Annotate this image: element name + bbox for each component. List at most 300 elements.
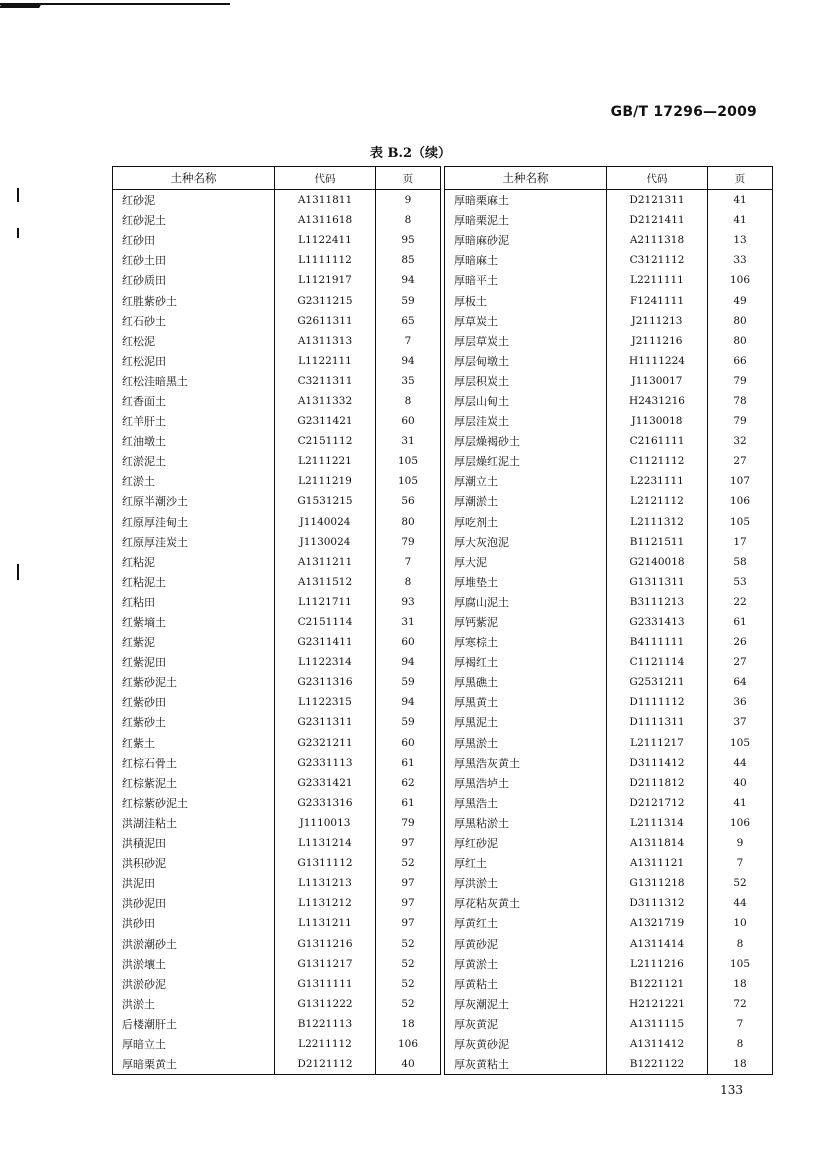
soil-code-cell: A1321719 bbox=[607, 913, 708, 933]
page-ref-cell: 97 bbox=[401, 917, 415, 930]
soil-name-cell: 厚黄粘土 bbox=[445, 974, 607, 994]
soil-code-cell: L1121917 bbox=[275, 270, 376, 290]
soil-code-cell: G2321211 bbox=[275, 733, 376, 753]
column-header-page: 页 bbox=[376, 167, 441, 190]
soil-code-cell: L1131212 bbox=[275, 893, 376, 913]
table-header-row bbox=[445, 167, 773, 190]
soil-name-cell: 厚黄砂泥 bbox=[445, 933, 607, 953]
soil-name-cell: 红胜紫砂土 bbox=[113, 290, 275, 310]
soil-name-cell: 红淤泥土 bbox=[113, 451, 275, 471]
table-row bbox=[445, 592, 773, 612]
soil-code-cell: C3211311 bbox=[275, 371, 376, 391]
soil-code-cell: B1221113 bbox=[275, 1014, 376, 1034]
table-row bbox=[445, 672, 773, 692]
page-ref-cell: 105 bbox=[729, 515, 751, 528]
page-ref-cell: 97 bbox=[401, 877, 415, 890]
table-row bbox=[445, 974, 773, 994]
page-ref-cell: 8 bbox=[736, 1037, 744, 1050]
table-row bbox=[113, 471, 441, 491]
soil-code-cell: A1311811 bbox=[275, 190, 376, 211]
table-row bbox=[113, 451, 441, 471]
table-row bbox=[113, 652, 441, 672]
page-ref-cell: 105 bbox=[397, 455, 419, 468]
soil-name-cell: 厚腐山泥土 bbox=[445, 592, 607, 612]
soil-code-cell: A1311618 bbox=[275, 210, 376, 230]
soil-name-cell: 红粘泥土 bbox=[113, 572, 275, 592]
soil-name-cell: 红石砂土 bbox=[113, 311, 275, 331]
soil-name-cell: 红原厚洼甸土 bbox=[113, 512, 275, 532]
soil-code-cell: A1311211 bbox=[275, 552, 376, 572]
page-ref-cell: 8 bbox=[404, 214, 412, 227]
table-row bbox=[113, 431, 441, 451]
soil-code-cell: G1311216 bbox=[275, 933, 376, 953]
table-row bbox=[445, 491, 773, 511]
page-ref-cell: 80 bbox=[733, 314, 747, 327]
page-ref-cell: 60 bbox=[401, 415, 415, 428]
page-ref-cell: 18 bbox=[733, 1058, 747, 1071]
soil-name-cell: 厚暗麻土 bbox=[445, 250, 607, 270]
soil-name-cell: 洪湖洼粘土 bbox=[113, 813, 275, 833]
table-row bbox=[113, 753, 441, 773]
soil-name-cell: 红紫泥 bbox=[113, 632, 275, 652]
table-row bbox=[113, 933, 441, 953]
soil-name-cell: 厚褐红土 bbox=[445, 652, 607, 672]
page-ref-cell: 18 bbox=[733, 977, 747, 990]
soil-code-cell: G1531215 bbox=[275, 491, 376, 511]
page-ref-cell: 62 bbox=[401, 776, 415, 789]
soil-name-cell: 厚暗平土 bbox=[445, 270, 607, 290]
soil-name-cell: 厚层草炭土 bbox=[445, 331, 607, 351]
page-ref-cell: 61 bbox=[401, 796, 415, 809]
soil-name-cell: 厚吃剂土 bbox=[445, 512, 607, 532]
soil-code-cell: L1131214 bbox=[275, 833, 376, 853]
soil-code-cell: G1311217 bbox=[275, 954, 376, 974]
soil-name-cell: 厚花粘灰黄土 bbox=[445, 893, 607, 913]
page-ref-cell: 22 bbox=[733, 595, 747, 608]
soil-code-cell: L2231111 bbox=[607, 471, 708, 491]
soil-code-cell: B4111111 bbox=[607, 632, 708, 652]
table-row bbox=[445, 933, 773, 953]
page-ref-cell: 7 bbox=[736, 1017, 744, 1030]
soil-code-cell: L1121711 bbox=[275, 592, 376, 612]
page-ref-cell: 94 bbox=[401, 656, 415, 669]
soil-name-cell: 后楼潮肝土 bbox=[113, 1014, 275, 1034]
soil-name-cell: 厚黑礁土 bbox=[445, 672, 607, 692]
table-row bbox=[445, 793, 773, 813]
soil-code-cell: L1111112 bbox=[275, 250, 376, 270]
page-ref-cell: 58 bbox=[733, 555, 747, 568]
page-ref-cell: 105 bbox=[729, 736, 751, 749]
table-row bbox=[445, 773, 773, 793]
soil-name-cell: 洪砂田 bbox=[113, 913, 275, 933]
table-row bbox=[113, 692, 441, 712]
table-row bbox=[445, 994, 773, 1014]
soil-name-cell: 厚黑泥土 bbox=[445, 712, 607, 732]
page-ref-cell: 18 bbox=[401, 1017, 415, 1030]
page-ref-cell: 78 bbox=[733, 394, 747, 407]
page-ref-cell: 7 bbox=[404, 334, 412, 347]
soil-name-cell: 红紫砂泥土 bbox=[113, 672, 275, 692]
soil-code-cell: J1130024 bbox=[275, 532, 376, 552]
soil-code-cell: F1241111 bbox=[607, 290, 708, 310]
soil-code-cell: A1311313 bbox=[275, 331, 376, 351]
soil-name-cell: 红紫砂土 bbox=[113, 712, 275, 732]
soil-code-cell: C2161111 bbox=[607, 431, 708, 451]
page-ref-cell: 10 bbox=[733, 917, 747, 930]
table-row bbox=[113, 994, 441, 1014]
page-ref-cell: 44 bbox=[733, 756, 747, 769]
page-ref-cell: 32 bbox=[733, 435, 747, 448]
page-ref-cell: 8 bbox=[404, 394, 412, 407]
soil-code-cell: L2111221 bbox=[275, 451, 376, 471]
soil-name-cell: 厚暗栗麻土 bbox=[445, 190, 607, 211]
table-row bbox=[113, 853, 441, 873]
soil-code-cell: J2111216 bbox=[607, 331, 708, 351]
table-row bbox=[445, 391, 773, 411]
soil-code-cell: L1122111 bbox=[275, 351, 376, 371]
soil-name-cell: 厚灰黄粘土 bbox=[445, 1054, 607, 1075]
soil-code-cell: A1311121 bbox=[607, 853, 708, 873]
page-number: 133 bbox=[720, 1083, 743, 1097]
soil-name-cell: 厚板土 bbox=[445, 290, 607, 310]
page-ref-cell: 7 bbox=[404, 555, 412, 568]
soil-name-cell: 厚黑浩垆土 bbox=[445, 773, 607, 793]
soil-code-cell: G2331316 bbox=[275, 793, 376, 813]
soil-table-right bbox=[444, 166, 773, 1075]
soil-name-cell: 厚灰黄泥 bbox=[445, 1014, 607, 1034]
page-ref-cell: 106 bbox=[729, 816, 751, 829]
soil-name-cell: 红原厚洼炭土 bbox=[113, 532, 275, 552]
soil-code-cell: J1130018 bbox=[607, 411, 708, 431]
table-row bbox=[113, 552, 441, 572]
soil-code-cell: G2311215 bbox=[275, 290, 376, 310]
page-ref-cell: 17 bbox=[733, 535, 747, 548]
table-row bbox=[113, 351, 441, 371]
soil-code-cell: G1311311 bbox=[607, 572, 708, 592]
soil-name-cell: 厚层燥褐砂土 bbox=[445, 431, 607, 451]
soil-name-cell: 红砂田 bbox=[113, 230, 275, 250]
soil-code-cell: A1311414 bbox=[607, 933, 708, 953]
soil-name-cell: 厚层积炭土 bbox=[445, 371, 607, 391]
soil-name-cell: 红油墩土 bbox=[113, 431, 275, 451]
soil-name-cell: 红松泥田 bbox=[113, 351, 275, 371]
page-ref-cell: 7 bbox=[736, 857, 744, 870]
page-ref-cell: 93 bbox=[401, 595, 415, 608]
table-row bbox=[445, 331, 773, 351]
soil-name-cell: 厚草炭土 bbox=[445, 311, 607, 331]
soil-name-cell: 厚黄红土 bbox=[445, 913, 607, 933]
page-ref-cell: 72 bbox=[733, 997, 747, 1010]
soil-name-cell: 厚层山甸土 bbox=[445, 391, 607, 411]
column-header-name: 土种名称 bbox=[113, 167, 275, 190]
page-ref-cell: 105 bbox=[729, 957, 751, 970]
soil-code-cell: G1311112 bbox=[275, 853, 376, 873]
page-ref-cell: 41 bbox=[733, 214, 747, 227]
scan-margin-mark bbox=[17, 564, 19, 580]
soil-name-cell: 厚潮淤土 bbox=[445, 491, 607, 511]
page-ref-cell: 31 bbox=[401, 616, 415, 629]
soil-code-cell: L2111314 bbox=[607, 813, 708, 833]
soil-name-cell: 红羊肝土 bbox=[113, 411, 275, 431]
soil-code-cell: G2331421 bbox=[275, 773, 376, 793]
column-header-code: 代码 bbox=[275, 167, 376, 190]
table-row bbox=[113, 592, 441, 612]
soil-code-cell: A1311814 bbox=[607, 833, 708, 853]
page-ref-cell: 79 bbox=[401, 816, 415, 829]
soil-name-cell: 红棕紫泥土 bbox=[113, 773, 275, 793]
table-row bbox=[113, 733, 441, 753]
soil-name-cell: 红粘泥 bbox=[113, 552, 275, 572]
table-row bbox=[445, 311, 773, 331]
soil-name-cell: 厚暗麻砂泥 bbox=[445, 230, 607, 250]
table-row bbox=[113, 632, 441, 652]
table-row bbox=[445, 512, 773, 532]
page-ref-cell: 66 bbox=[733, 354, 747, 367]
page-ref-cell: 27 bbox=[733, 656, 747, 669]
scan-margin-mark bbox=[17, 188, 19, 202]
page-ref-cell: 9 bbox=[404, 194, 412, 207]
soil-code-cell: B3111213 bbox=[607, 592, 708, 612]
page-ref-cell: 95 bbox=[401, 234, 415, 247]
table-row bbox=[113, 873, 441, 893]
soil-code-cell: A1311512 bbox=[275, 572, 376, 592]
table-row bbox=[445, 1014, 773, 1034]
soil-code-cell: A1311115 bbox=[607, 1014, 708, 1034]
table-row bbox=[445, 532, 773, 552]
soil-code-cell: A2111318 bbox=[607, 230, 708, 250]
soil-code-cell: G1311222 bbox=[275, 994, 376, 1014]
table-row bbox=[445, 1054, 773, 1075]
table-row bbox=[445, 431, 773, 451]
page-ref-cell: 13 bbox=[733, 234, 747, 247]
soil-name-cell: 红香面土 bbox=[113, 391, 275, 411]
table-row bbox=[445, 552, 773, 572]
page-ref-cell: 8 bbox=[404, 575, 412, 588]
table-row bbox=[113, 331, 441, 351]
page-ref-cell: 52 bbox=[401, 857, 415, 870]
soil-code-cell: G1311218 bbox=[607, 873, 708, 893]
table-row bbox=[113, 190, 441, 211]
table-row bbox=[113, 311, 441, 331]
page-ref-cell: 52 bbox=[401, 997, 415, 1010]
soil-name-cell: 厚灰黄砂泥 bbox=[445, 1034, 607, 1054]
soil-code-cell: D2121112 bbox=[275, 1054, 376, 1075]
soil-code-cell: J1110013 bbox=[275, 813, 376, 833]
table-row bbox=[445, 612, 773, 632]
table-row bbox=[113, 712, 441, 732]
table-row bbox=[113, 893, 441, 913]
table-row bbox=[113, 230, 441, 250]
page-ref-cell: 44 bbox=[733, 897, 747, 910]
soil-name-cell: 厚灰潮泥土 bbox=[445, 994, 607, 1014]
table-row bbox=[113, 270, 441, 290]
soil-code-cell: C3121112 bbox=[607, 250, 708, 270]
table-row bbox=[113, 974, 441, 994]
soil-code-cell: B1221121 bbox=[607, 974, 708, 994]
page-ref-cell: 61 bbox=[401, 756, 415, 769]
table-row bbox=[445, 954, 773, 974]
table-row bbox=[113, 1034, 441, 1054]
soil-code-cell: D1111112 bbox=[607, 692, 708, 712]
page-ref-cell: 9 bbox=[736, 837, 744, 850]
soil-name-cell: 洪积砂泥 bbox=[113, 853, 275, 873]
soil-code-cell: D3111312 bbox=[607, 893, 708, 913]
table-row bbox=[445, 733, 773, 753]
soil-code-cell: C2151112 bbox=[275, 431, 376, 451]
soil-code-cell: B1221122 bbox=[607, 1054, 708, 1075]
soil-code-cell: L1122411 bbox=[275, 230, 376, 250]
table-row bbox=[445, 190, 773, 211]
page-ref-cell: 105 bbox=[397, 475, 419, 488]
soil-code-cell: H2431216 bbox=[607, 391, 708, 411]
page-ref-cell: 79 bbox=[733, 415, 747, 428]
soil-name-cell: 厚层燥红泥土 bbox=[445, 451, 607, 471]
soil-code-cell: H1111224 bbox=[607, 351, 708, 371]
table-row bbox=[445, 230, 773, 250]
soil-code-cell: G2311411 bbox=[275, 632, 376, 652]
soil-code-cell: L1131213 bbox=[275, 873, 376, 893]
soil-name-cell: 红紫泥田 bbox=[113, 652, 275, 672]
page-ref-cell: 37 bbox=[733, 716, 747, 729]
table-row bbox=[113, 371, 441, 391]
soil-code-cell: D2121311 bbox=[607, 190, 708, 211]
table-row bbox=[113, 1014, 441, 1034]
soil-name-cell: 厚暗立土 bbox=[113, 1034, 275, 1054]
page-ref-cell: 80 bbox=[401, 515, 415, 528]
soil-name-cell: 红原半潮沙土 bbox=[113, 491, 275, 511]
soil-code-cell: L2111217 bbox=[607, 733, 708, 753]
column-header-code: 代码 bbox=[607, 167, 708, 190]
page-ref-cell: 80 bbox=[733, 334, 747, 347]
table-row bbox=[445, 632, 773, 652]
soil-name-cell: 洪淤壤土 bbox=[113, 954, 275, 974]
page-ref-cell: 79 bbox=[733, 374, 747, 387]
table-row bbox=[445, 270, 773, 290]
soil-name-cell: 厚大灰泡泥 bbox=[445, 532, 607, 552]
page-ref-cell: 107 bbox=[729, 475, 751, 488]
page-ref-cell: 106 bbox=[729, 274, 751, 287]
table-row bbox=[445, 893, 773, 913]
page-ref-cell: 33 bbox=[733, 254, 747, 267]
soil-name-cell: 红松洼暗黑土 bbox=[113, 371, 275, 391]
page-ref-cell: 59 bbox=[401, 676, 415, 689]
soil-name-cell: 厚洪淤土 bbox=[445, 873, 607, 893]
table-row bbox=[445, 712, 773, 732]
standard-code: GB/T 17296—2009 bbox=[610, 104, 757, 120]
soil-name-cell: 红淤土 bbox=[113, 471, 275, 491]
table-body-left bbox=[113, 190, 441, 1075]
soil-name-cell: 厚黑粘淤土 bbox=[445, 813, 607, 833]
column-header-page: 页 bbox=[708, 167, 773, 190]
table-row bbox=[445, 753, 773, 773]
soil-code-cell: G2611311 bbox=[275, 311, 376, 331]
scan-margin-mark bbox=[17, 228, 19, 238]
table-row bbox=[113, 250, 441, 270]
page-ref-cell: 94 bbox=[401, 354, 415, 367]
table-row bbox=[113, 793, 441, 813]
soil-table-left bbox=[112, 166, 441, 1075]
soil-code-cell: L2111312 bbox=[607, 512, 708, 532]
soil-code-cell: C1121112 bbox=[607, 451, 708, 471]
soil-code-cell: H2121221 bbox=[607, 994, 708, 1014]
soil-name-cell: 红松泥 bbox=[113, 331, 275, 351]
soil-code-cell: L1122315 bbox=[275, 692, 376, 712]
soil-name-cell: 红紫墒土 bbox=[113, 612, 275, 632]
table-row bbox=[445, 451, 773, 471]
soil-index-tables bbox=[112, 166, 773, 1075]
soil-name-cell: 厚暗栗泥土 bbox=[445, 210, 607, 230]
soil-code-cell: L2211112 bbox=[275, 1034, 376, 1054]
page-ref-cell: 52 bbox=[733, 877, 747, 890]
soil-code-cell: L1131211 bbox=[275, 913, 376, 933]
soil-name-cell: 厚黑浩土 bbox=[445, 793, 607, 813]
soil-name-cell: 红紫土 bbox=[113, 733, 275, 753]
soil-name-cell: 红砂质田 bbox=[113, 270, 275, 290]
soil-name-cell: 红砂泥土 bbox=[113, 210, 275, 230]
page-ref-cell: 61 bbox=[733, 616, 747, 629]
soil-name-cell: 洪淤砂泥 bbox=[113, 974, 275, 994]
table-row bbox=[113, 833, 441, 853]
table-row bbox=[445, 250, 773, 270]
page-ref-cell: 59 bbox=[401, 716, 415, 729]
page-ref-cell: 49 bbox=[733, 294, 747, 307]
soil-code-cell: G1311111 bbox=[275, 974, 376, 994]
table-row bbox=[113, 913, 441, 933]
table-header-row bbox=[113, 167, 441, 190]
page-ref-cell: 40 bbox=[733, 776, 747, 789]
table-row bbox=[445, 833, 773, 853]
page-ref-cell: 41 bbox=[733, 796, 747, 809]
soil-code-cell: J1130017 bbox=[607, 371, 708, 391]
page-ref-cell: 27 bbox=[733, 455, 747, 468]
soil-code-cell: A1311332 bbox=[275, 391, 376, 411]
soil-name-cell: 红粘田 bbox=[113, 592, 275, 612]
soil-code-cell: C2151114 bbox=[275, 612, 376, 632]
soil-code-cell: L2111216 bbox=[607, 954, 708, 974]
table-row bbox=[445, 1034, 773, 1054]
page-ref-cell: 8 bbox=[736, 937, 744, 950]
soil-name-cell: 红砂泥 bbox=[113, 190, 275, 211]
soil-code-cell: D1111311 bbox=[607, 712, 708, 732]
page-ref-cell: 60 bbox=[401, 636, 415, 649]
page-ref-cell: 53 bbox=[733, 575, 747, 588]
table-row bbox=[113, 773, 441, 793]
soil-name-cell: 厚红砂泥 bbox=[445, 833, 607, 853]
table-row bbox=[445, 652, 773, 672]
soil-name-cell: 洪淤土 bbox=[113, 994, 275, 1014]
soil-code-cell: J2111213 bbox=[607, 311, 708, 331]
soil-name-cell: 厚红土 bbox=[445, 853, 607, 873]
table-row bbox=[445, 471, 773, 491]
table-row bbox=[445, 351, 773, 371]
table-row bbox=[445, 853, 773, 873]
page-ref-cell: 35 bbox=[401, 374, 415, 387]
soil-code-cell: D3111412 bbox=[607, 753, 708, 773]
table-row bbox=[445, 873, 773, 893]
soil-code-cell: L2121112 bbox=[607, 491, 708, 511]
table-row bbox=[113, 672, 441, 692]
soil-name-cell: 厚黄淤土 bbox=[445, 954, 607, 974]
soil-code-cell: D2121411 bbox=[607, 210, 708, 230]
table-row bbox=[113, 532, 441, 552]
page-ref-cell: 31 bbox=[401, 435, 415, 448]
soil-name-cell: 红紫砂田 bbox=[113, 692, 275, 712]
soil-name-cell: 厚暗栗黄土 bbox=[113, 1054, 275, 1075]
scan-corner-mark bbox=[0, 5, 41, 8]
table-row bbox=[113, 290, 441, 310]
page-ref-cell: 59 bbox=[401, 294, 415, 307]
soil-name-cell: 厚黑黄土 bbox=[445, 692, 607, 712]
